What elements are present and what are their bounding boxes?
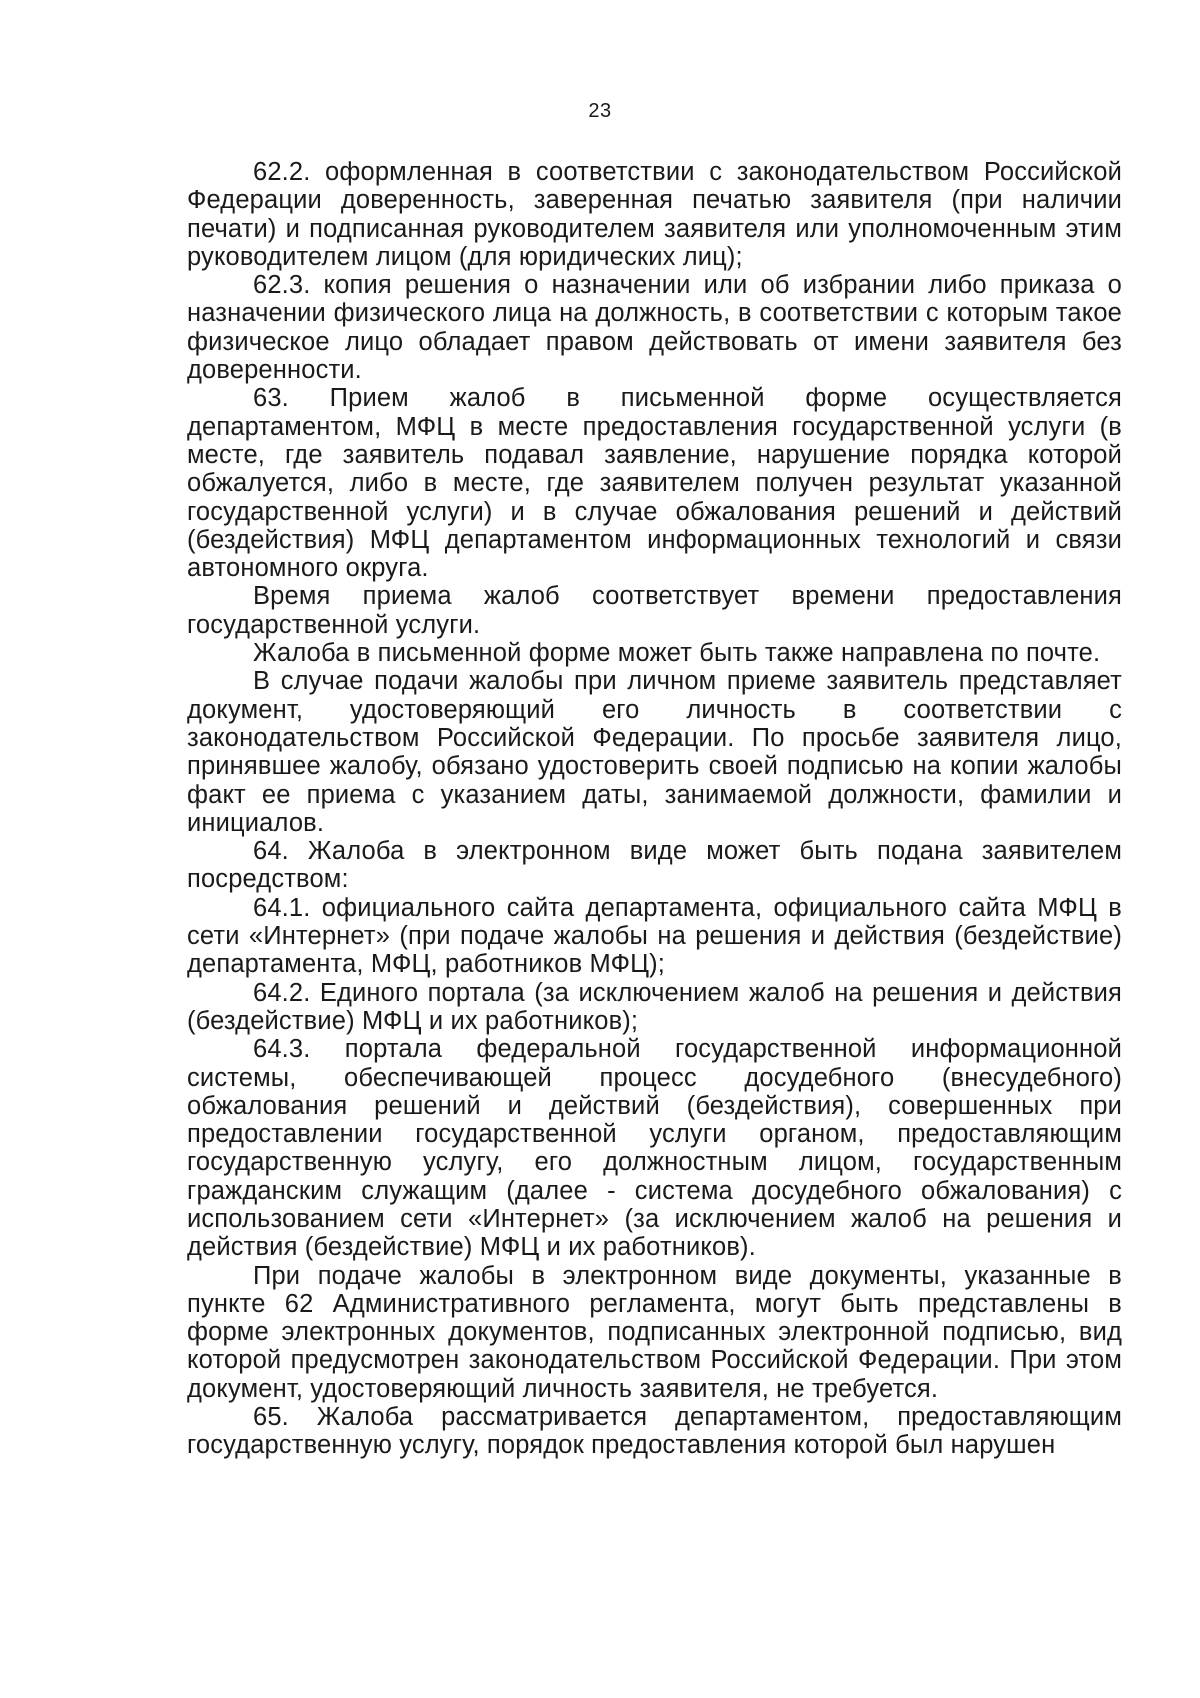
paragraph-65: 65. Жалоба рассматривается департаментом, предоставляющим государственную услугу, порядок предоставления которой был нарушен [187,1403,1122,1460]
page-number: 23 [588,100,612,122]
paragraph-64-3: 64.3. портала федеральной государственной информационной системы, обеспечивающей процесс досудебного (внесудебного) обжалования решений и действий (бездействия), совершенных при предоставлении государственной услуги органом, предоставляющим государственную услугу, его должностным лицом, государственным гражданским служащим (далее - система досудебного обжалования) с использованием сети «Интернет» (за исключением жалоб на решения и действия (бездействие) МФЦ и их работников). [187,1035,1122,1262]
document-body [187,158,1122,1460]
paragraph-reception-time: Время приема жалоб соответствует времени предоставления государственной услуги. [187,582,1122,639]
paragraph-64-2: 64.2. Единого портала (за исключением жалоб на решения и действия (бездействие) МФЦ и их работников); [187,978,1122,1035]
paragraph-64: 64. Жалоба в электронном виде может быть подана заявителем посредством: [187,837,1122,894]
paragraph-62-2: 62.2. оформленная в соответствии с законодательством Российской Федерации доверенность, заверенная печатью заявителя (при наличии печати) и подписанная руководителем заявителя или уполномоченным этим руководителем лицом (для юридических лиц); [187,158,1122,271]
paragraph-personal-reception: В случае подачи жалобы при личном приеме заявитель представляет документ, удостоверяющий его личность в соответствии с законодательством Российской Федерации. По просьбе заявителя лицо, принявшее жалобу, обязано удостоверить своей подписью на копии жалобы факт ее приема с указанием даты, занимаемой должности, фамилии и инициалов. [187,667,1122,837]
paragraph-electronic-documents: При подаче жалобы в электронном виде документы, указанные в пункте 62 Административного регламента, могут быть представлены в форме электронных документов, подписанных электронной подписью, вид которой предусмотрен законодательством Российской Федерации. При этом документ, удостоверяющий личность заявителя, не требуется. [187,1261,1122,1403]
paragraph-mail: Жалоба в письменной форме может быть также направлена по почте. [253,639,1101,668]
paragraph-62-3: 62.3. копия решения о назначении или об избрании либо приказа о назначении физического лица на должность, в соответствии с которым такое физическое лицо обладает правом действовать от имени заявителя без доверенности. [187,271,1122,385]
paragraph-64-1: 64.1. официального сайта департамента, официального сайта МФЦ в сети «Интернет» (при подаче жалобы на решения и действия (бездействие) департамента, МФЦ, работников МФЦ); [187,893,1122,979]
paragraph-63: 63. Прием жалоб в письменной форме осуществляется департаментом, МФЦ в месте предоставления государственной услуги (в месте, где заявитель подавал заявление, нарушение порядка которой обжалуется, либо в месте, где заявителем получен результат указанной государственной услуги) и в случае обжалования решений и действий (бездействия) МФЦ департаментом информационных технологий и связи автономного округа. [187,384,1122,583]
